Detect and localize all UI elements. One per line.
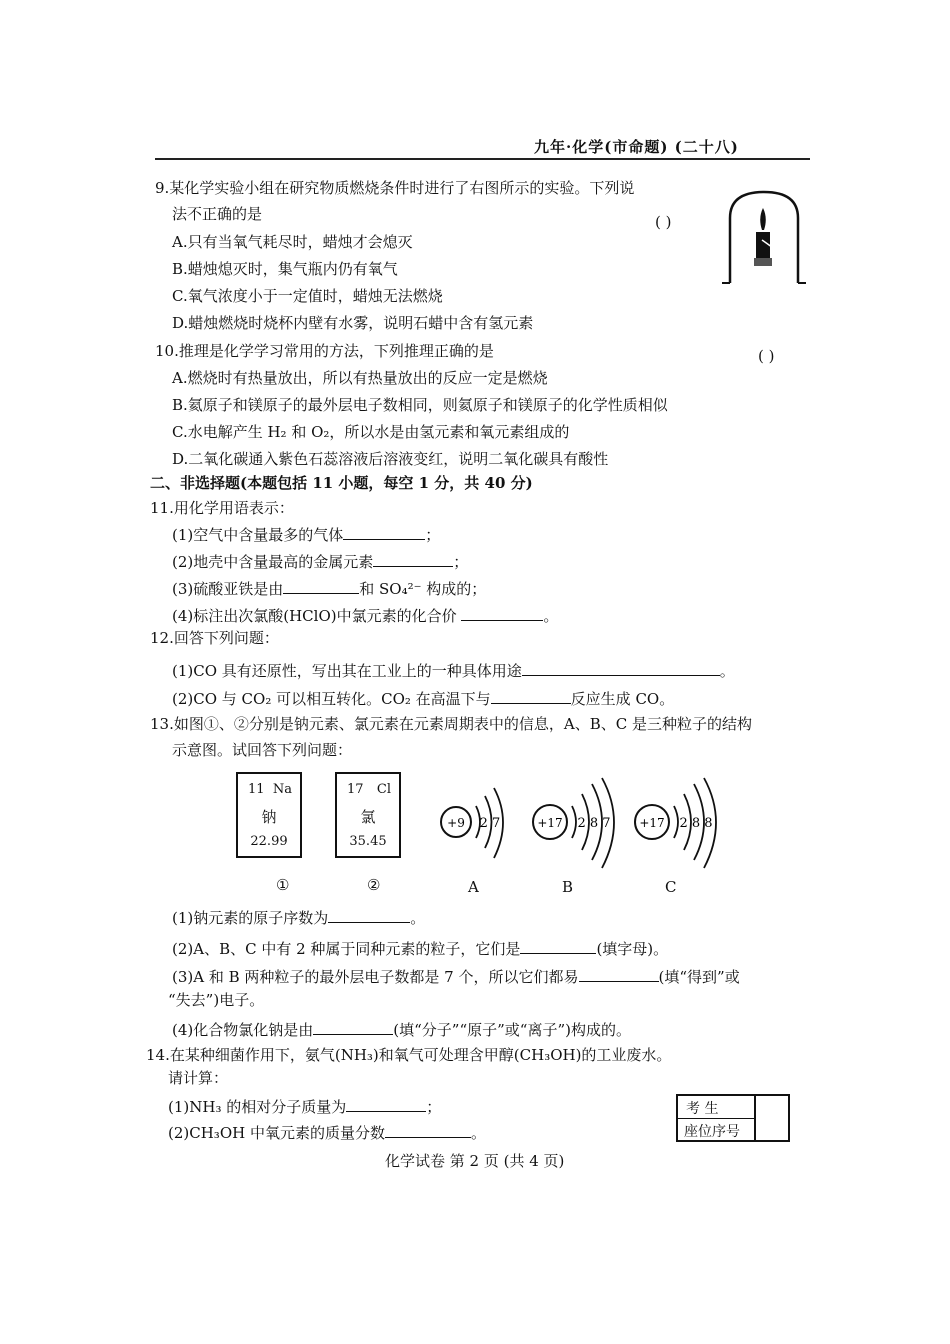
q13-part3-continued: “失去”)电子。 <box>168 991 265 1009</box>
page-footer: 化学试卷 第 2 页 (共 4 页) <box>385 1152 565 1170</box>
nucleus-charge: +17 <box>537 816 563 830</box>
nucleus-charge: +17 <box>639 816 665 830</box>
q13-part3-text: (3)A 和 B 两种粒子的最外层电子数都是 7 个，所以它们都易 <box>172 968 579 986</box>
q11-part1-blank[interactable] <box>343 524 425 540</box>
q9-stem-line1: 9.某化学实验小组在研究物质燃烧条件时进行了右图所示的实验。下列说 <box>155 179 635 197</box>
q9-option-b[interactable]: B.蜡烛熄灭时，集气瓶内仍有氧气 <box>172 260 398 278</box>
atomic-number: 17 <box>347 782 364 797</box>
q9-stem-line2: 法不正确的是 <box>172 205 263 223</box>
nucleus-charge: +9 <box>447 816 465 830</box>
header-divider <box>155 158 810 160</box>
element-name: 钠 <box>261 808 277 826</box>
q13-part2-blank[interactable] <box>520 938 596 954</box>
element-symbol: Cl <box>376 782 391 797</box>
seat-number-box <box>676 1094 790 1142</box>
q14-part1-end: ； <box>426 1098 442 1116</box>
q12-part2 <box>172 688 674 709</box>
q12-part2-end: 反应生成 CO。 <box>570 690 675 708</box>
particle-label-c: C <box>665 878 677 896</box>
q11-part4-blank[interactable] <box>461 605 543 621</box>
q13-stem-line1: 13.如图①、②分别是钠元素、氯元素在元素周期表中的信息，A、B、C 是三种粒子的结构 <box>150 715 752 733</box>
electron-shells: 2 7 <box>479 816 501 831</box>
particle-diagram-a <box>430 780 520 870</box>
q13-part4 <box>172 1019 631 1040</box>
q11-part3-end: 和 SO₄²⁻ 构成的； <box>359 580 487 598</box>
element-name: 氯 <box>360 808 376 826</box>
q10-option-c[interactable]: C.水电解产生 H₂ 和 O₂，所以水是由氢元素和氧元素组成的 <box>172 423 570 441</box>
q11-part3 <box>172 578 486 599</box>
q12-part2-blank[interactable] <box>491 688 571 704</box>
q14-part2-text: (2)CH₃OH 中氧元素的质量分数 <box>168 1124 385 1142</box>
q11-part2-blank[interactable] <box>373 551 453 567</box>
q12-part1-text: (1)CO 具有还原性，写出其在工业上的一种具体用途 <box>172 662 522 680</box>
q13-stem-line2: 示意图。试回答下列问题： <box>172 741 353 759</box>
q13-part2-text: (2)A、B、C 中有 2 种属于同种元素的粒子，它们是 <box>172 940 521 958</box>
q11-part1-text: (1)空气中含量最多的气体 <box>172 526 344 544</box>
q12-part2-text: (2)CO 与 CO₂ 可以相互转化。CO₂ 在高温下与 <box>172 690 491 708</box>
q14-part1-text: (1)NH₃ 的相对分子质量为 <box>168 1098 347 1116</box>
atomic-mass: 22.99 <box>250 834 288 849</box>
section2-title: 二、非选择题(本题包括 11 小题，每空 1 分，共 40 分) <box>150 474 533 492</box>
element-tile-chlorine <box>335 772 401 858</box>
candle-in-jar-illustration <box>718 188 810 288</box>
q11-part1-end: ； <box>425 526 441 544</box>
seat-box-divider <box>754 1096 756 1140</box>
q12-part1 <box>172 660 735 681</box>
q11-part3-blank[interactable] <box>283 578 359 594</box>
atomic-mass: 35.45 <box>349 834 387 849</box>
particle-label-a: A <box>468 878 479 896</box>
q9-option-a[interactable]: A.只有当氧气耗尽时，蜡烛才会熄灭 <box>172 233 413 251</box>
tile-label-1: ① <box>276 876 290 894</box>
particle-label-b: B <box>562 878 574 896</box>
seat-box-label-line2: 座位序号 <box>684 1124 740 1140</box>
q10-answer-paren[interactable]: ( ) <box>758 347 775 365</box>
q11-part4-end: 。 <box>543 607 559 625</box>
q11-part2-text: (2)地壳中含量最高的金属元素 <box>172 553 374 571</box>
q14-part1-blank[interactable] <box>346 1096 426 1112</box>
q14-part2-blank[interactable] <box>385 1122 471 1138</box>
q13-part3 <box>172 966 740 987</box>
element-tile-sodium <box>236 772 302 858</box>
q11-part2 <box>172 551 468 572</box>
q13-part4-blank[interactable] <box>313 1019 393 1035</box>
q12-part1-end: 。 <box>719 662 735 680</box>
q9-option-d[interactable]: D.蜡烛燃烧时烧杯内壁有水雾，说明石蜡中含有氢元素 <box>172 314 534 332</box>
particle-diagram-c <box>630 776 740 876</box>
q9-option-c[interactable]: C.氧气浓度小于一定值时，蜡烛无法燃烧 <box>172 287 443 305</box>
q13-part1 <box>172 907 425 928</box>
q10-option-d[interactable]: D.二氧化碳通入紫色石蕊溶液后溶液变红，说明二氧化碳具有酸性 <box>172 450 609 468</box>
q13-part4-text: (4)化合物氯化钠是由 <box>172 1021 314 1039</box>
q13-part3-end: (填“得到”或 <box>658 968 740 986</box>
q12-part1-blank[interactable] <box>522 660 720 676</box>
q11-part1 <box>172 524 440 545</box>
q14-stem: 14.在某种细菌作用下，氨气(NH₃)和氧气可处理含甲醇(CH₃OH)的工业废水。 <box>146 1046 672 1064</box>
q14-ask: 请计算： <box>168 1069 229 1087</box>
tile-label-2: ② <box>367 876 381 894</box>
q12-stem: 12.回答下列问题： <box>150 629 279 647</box>
q13-part2 <box>172 938 668 959</box>
particle-diagram-b <box>528 776 638 876</box>
q10-option-a[interactable]: A.燃烧时有热量放出，所以有热量放出的反应一定是燃烧 <box>172 369 548 387</box>
q10-option-b[interactable]: B.氦原子和镁原子的最外层电子数相同，则氦原子和镁原子的化学性质相似 <box>172 396 668 414</box>
q11-part3-text: (3)硫酸亚铁是由 <box>172 580 284 598</box>
q14-part2-end: 。 <box>470 1124 486 1142</box>
element-symbol: Na <box>272 782 292 797</box>
q13-part2-end: (填字母)。 <box>596 940 669 958</box>
q13-part4-end: (填“分子”“原子”或“离子”)构成的。 <box>393 1021 631 1039</box>
electron-shells: 2 8 7 <box>577 816 611 831</box>
q13-part1-end: 。 <box>410 909 426 927</box>
seat-box-midline <box>678 1118 754 1119</box>
q11-part2-end: ； <box>453 553 469 571</box>
q11-part4-text: (4)标注出次氯酸(HClO)中氯元素的化合价 <box>172 607 457 625</box>
atomic-number: 11 <box>248 782 265 797</box>
exam-header-title: 九年·化学(市命题) (二十八) <box>534 138 739 156</box>
q11-part4 <box>172 605 558 626</box>
q14-part2 <box>168 1122 486 1143</box>
q9-answer-paren[interactable]: ( ) <box>655 213 672 231</box>
q11-stem: 11.用化学用语表示： <box>150 499 294 517</box>
seat-box-label-line1: 考 生 <box>686 1101 719 1117</box>
q13-part1-blank[interactable] <box>328 907 410 923</box>
q13-part3-blank[interactable] <box>579 966 659 982</box>
q14-part1 <box>168 1096 441 1117</box>
q13-part1-text: (1)钠元素的原子序数为 <box>172 909 329 927</box>
q10-stem: 10.推理是化学学习常用的方法，下列推理正确的是 <box>155 342 494 360</box>
electron-shells: 2 8 8 <box>679 816 713 831</box>
